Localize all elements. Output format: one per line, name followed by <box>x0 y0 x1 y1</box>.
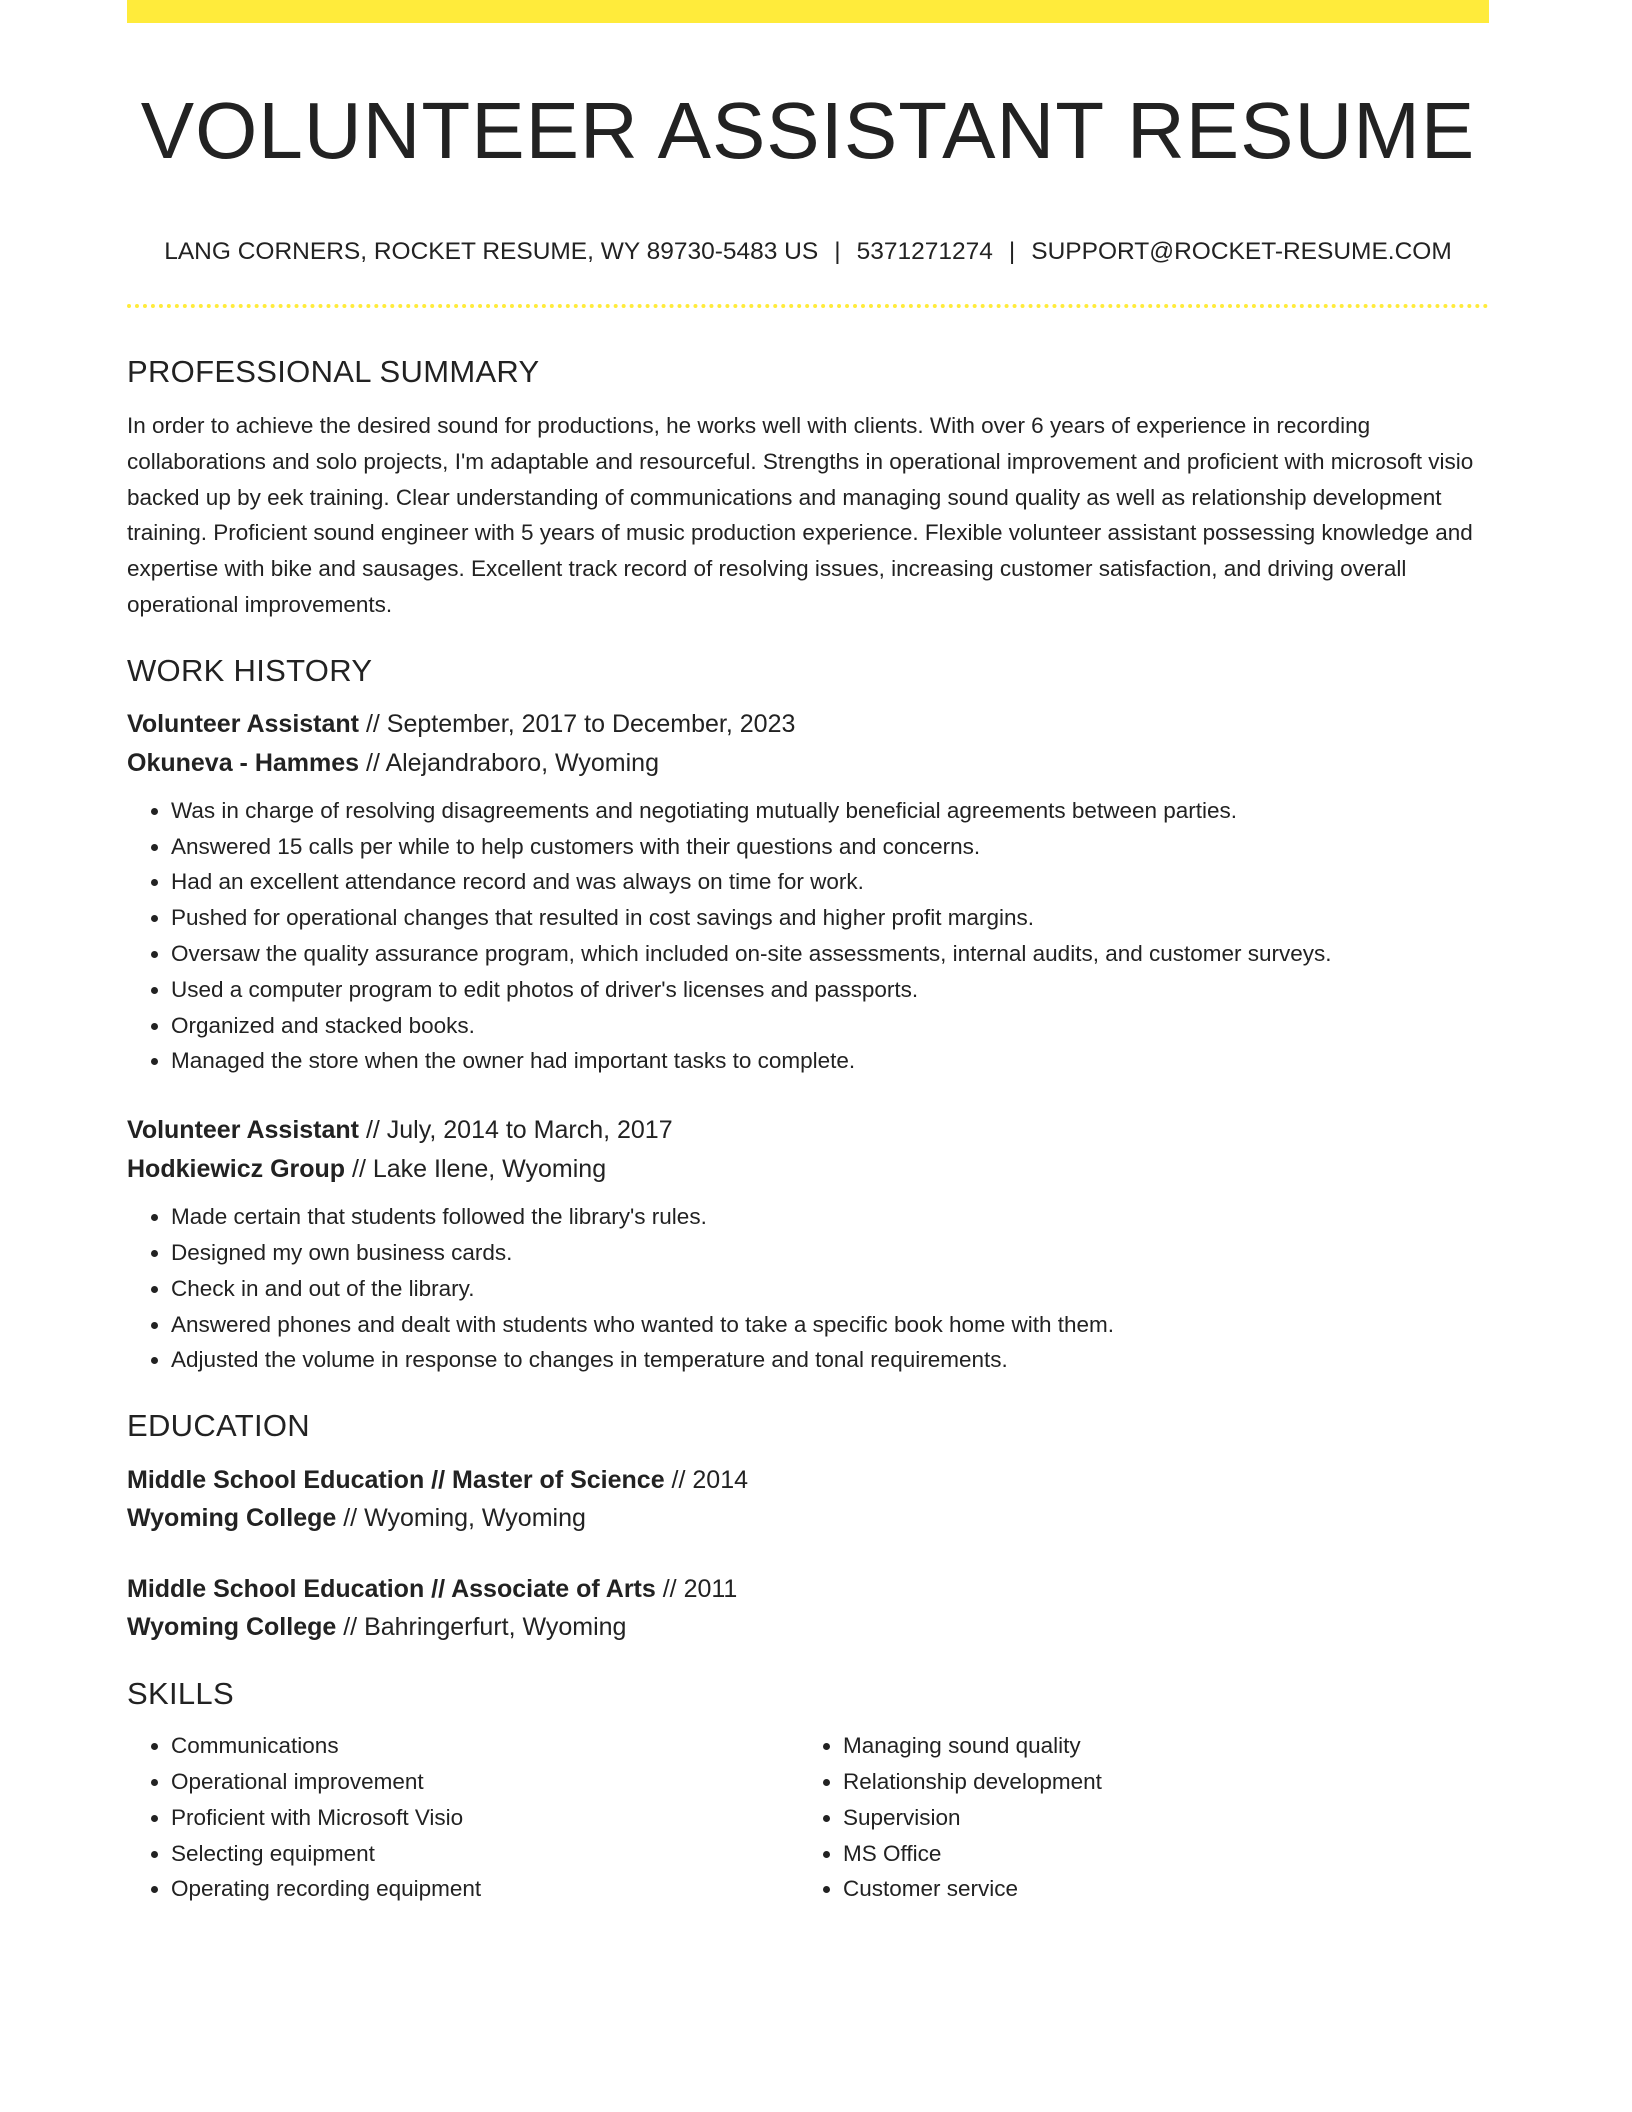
job-company: Okuneva - Hammes <box>127 748 360 777</box>
list-item: • Made certain that students followed the library's rules. <box>171 1199 1489 1235</box>
education-school-line <box>127 1500 1489 1538</box>
job-company-line <box>127 744 1489 783</box>
education-location: // Bahringerfurt, Wyoming <box>336 1612 627 1641</box>
skill-item: • Selecting equipment <box>171 1836 799 1872</box>
list-item: • Check in and out of the library. <box>171 1271 1489 1307</box>
education-degree-line <box>127 1571 1489 1609</box>
education-school-line <box>127 1609 1489 1647</box>
contact-separator: | <box>1008 238 1016 265</box>
list-item: • Managed the store when the owner had important tasks to complete. <box>171 1043 1489 1079</box>
resume-title: VOLUNTEER ASSISTANT RESUME <box>140 86 1476 175</box>
job-entry <box>127 1111 1489 1378</box>
job-title-line <box>127 1111 1489 1150</box>
skill-item: • Supervision <box>843 1800 1471 1836</box>
dotted-divider <box>127 304 1489 308</box>
skill-item: • Customer service <box>843 1871 1471 1907</box>
contact-phone: 5371271274 <box>856 238 993 265</box>
job-bullet-list <box>127 793 1489 1079</box>
contact-email: SUPPORT@ROCKET-RESUME.COM <box>1031 238 1452 265</box>
resume-content <box>127 350 1489 1907</box>
summary-section <box>127 350 1489 623</box>
skills-list-right <box>799 1728 1471 1907</box>
education-school: Wyoming College <box>127 1612 337 1641</box>
list-item: • Answered phones and dealt with students who wanted to take a specific book home with them. <box>171 1307 1489 1343</box>
skill-item: • Proficient with Microsoft Visio <box>171 1800 799 1836</box>
skill-item: • Operational improvement <box>171 1764 799 1800</box>
skills-columns <box>127 1728 1489 1907</box>
job-location: // Lake Ilene, Wyoming <box>345 1155 607 1184</box>
education-degree-line <box>127 1462 1489 1500</box>
contact-line <box>127 234 1489 270</box>
skill-item: • Operating recording equipment <box>171 1871 799 1907</box>
skill-item: • Managing sound quality <box>843 1728 1471 1764</box>
skill-item: • Communications <box>171 1728 799 1764</box>
list-item: • Had an excellent attendance record and was always on time for work. <box>171 864 1489 900</box>
summary-text: In order to achieve the desired sound for productions, he works well with clients. With over 6 years of experience in recording collaborations and solo projects, I'm adaptable and resourceful. Strengths in operational improvement and proficient with microsoft visio backed up by eek training. Clear understanding of communications and managing sound quality as well as relationship development training. Proficient sound engineer with 5 years of music production experience. Flexible volunteer assistant possessing knowledge and expertise with bike and sausages. Excellent track record of resolving issues, increasing customer satisfaction, and driving overall operational improvements. <box>127 413 1474 617</box>
education-degree: Middle School Education // Associate of Arts <box>127 1575 656 1604</box>
skills-section <box>127 1672 1489 1907</box>
education-school: Wyoming College <box>127 1503 337 1532</box>
list-item: • Organized and stacked books. <box>171 1008 1489 1044</box>
list-item: • Adjusted the volume in response to changes in temperature and tonal requirements. <box>171 1342 1489 1378</box>
job-company-line <box>127 1150 1489 1189</box>
section-heading-education: EDUCATION <box>127 1408 310 1444</box>
job-entry <box>127 705 1489 1079</box>
education-section <box>127 1404 1489 1646</box>
section-heading-summary: PROFESSIONAL SUMMARY <box>127 354 540 389</box>
section-heading-work-history: WORK HISTORY <box>127 652 373 688</box>
job-title: Volunteer Assistant <box>127 709 359 738</box>
list-item: • Answered 15 calls per while to help customers with their questions and concerns. <box>171 829 1489 865</box>
section-heading-skills: SKILLS <box>127 1676 234 1712</box>
list-item: • Designed my own business cards. <box>171 1235 1489 1271</box>
job-dates: // September, 2017 to December, 2023 <box>359 709 796 738</box>
job-location: // Alejandraboro, Wyoming <box>359 748 659 777</box>
skills-list-left <box>127 1728 799 1907</box>
contact-separator: | <box>834 238 841 265</box>
skill-item: • Relationship development <box>843 1764 1471 1800</box>
education-degree: Middle School Education // Master of Science <box>127 1466 665 1495</box>
list-item: • Used a computer program to edit photos of driver's licenses and passports. <box>171 972 1489 1008</box>
list-item: • Pushed for operational changes that resulted in cost savings and higher profit margins. <box>171 900 1489 936</box>
top-accent-bar <box>127 0 1489 23</box>
education-year: // 2014 <box>664 1466 749 1495</box>
skill-item: • MS Office <box>843 1836 1471 1872</box>
work-history-section <box>127 649 1489 1378</box>
list-item: • Oversaw the quality assurance program, which included on-site assessments, internal audits, and customer surveys. <box>171 936 1489 972</box>
job-dates: // July, 2014 to March, 2017 <box>359 1116 673 1145</box>
list-item: • Was in charge of resolving disagreements and negotiating mutually beneficial agreements between parties. <box>171 793 1489 829</box>
job-title-line <box>127 705 1489 744</box>
education-location: // Wyoming, Wyoming <box>336 1503 586 1532</box>
job-bullet-list <box>127 1199 1489 1378</box>
job-company: Hodkiewicz Group <box>127 1155 346 1184</box>
job-title: Volunteer Assistant <box>127 1116 359 1145</box>
contact-address: LANG CORNERS, ROCKET RESUME, WY 89730-5483 US <box>164 238 819 265</box>
education-year: // 2011 <box>655 1575 738 1604</box>
